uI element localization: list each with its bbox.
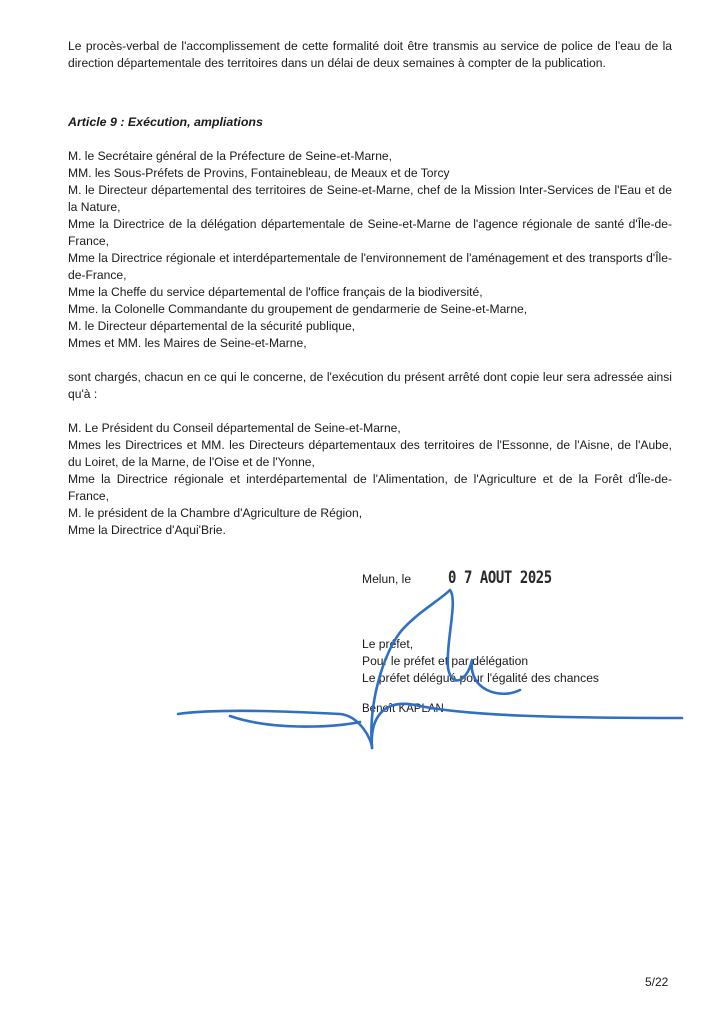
- signatory-name: Benoît KAPLAN: [362, 703, 444, 715]
- list-item: M. le Directeur départemental de la sécurité publique,: [68, 319, 356, 333]
- list-item: M. Le Président du Conseil départemental de Seine-et-Marne,: [68, 421, 401, 435]
- signatory-line: Le préfet,: [362, 637, 414, 651]
- article-heading: Article 9 : Exécution, ampliations: [68, 115, 263, 129]
- signatory-line: Le préfet délégué pour l'égalité des chances: [362, 671, 599, 685]
- signatory-line: Pour le préfet et par délégation: [362, 654, 529, 668]
- date-stamp: 0 7 AOUT 2025: [448, 568, 552, 588]
- page-number: 5/22: [645, 975, 669, 989]
- responsables-list: [68, 148, 672, 352]
- list-item: Mme la Directrice de la délégation départementale de Seine-et-Marne de l'agence régionale de santé d'Île-de-France,: [68, 217, 672, 248]
- destinataires-list: [68, 420, 672, 539]
- list-item: M. le Secrétaire général de la Préfecture de Seine-et-Marne,: [68, 149, 393, 163]
- list-item: MM. les Sous-Préfets de Provins, Fontainebleau, de Meaux et de Torcy: [68, 166, 450, 180]
- charges-paragraph: sont chargés, chacun en ce qui le concerne, de l'exécution du présent arrêté dont copie leur sera adressée ainsi qu'à :: [68, 370, 672, 401]
- intro-paragraph: Le procès-verbal de l'accomplissement de cette formalité doit être transmis au service de police de l'eau de la direction départementale des territoires dans un délai de deux semaines à compter de la publication.: [68, 39, 672, 70]
- signature-under-stroke: [230, 716, 360, 727]
- list-item: Mme la Directrice d'Aqui'Brie.: [68, 523, 226, 537]
- list-item: Mme la Directrice régionale et interdépartemental de l'Alimentation, de l'Agriculture et de la Forêt d'Île-de-France,: [68, 472, 672, 503]
- list-item: Mmes les Directrices et MM. les Directeurs départementaux des territoires de l'Essonne, de l'Aisne, de l'Aube, du Loiret, de la Marne, de l'Oise et de l'Yonne,: [68, 438, 672, 469]
- list-item: Mmes et MM. les Maires de Seine-et-Marne,: [68, 336, 307, 350]
- list-item: M. le Directeur départemental des territoires de Seine-et-Marne, chef de la Mission Inter-Services de l'Eau et de la Nature,: [68, 183, 672, 214]
- signature-place: Melun, le: [362, 572, 412, 586]
- list-item: Mme la Directrice régionale et interdépartementale de l'environnement de l'aménagement et des transports d'Île-de-France,: [68, 251, 672, 282]
- list-item: Mme. la Colonelle Commandante du groupement de gendarmerie de Seine-et-Marne,: [68, 302, 528, 316]
- list-item: M. le président de la Chambre d'Agriculture de Région,: [68, 506, 363, 520]
- list-item: Mme la Cheffe du service départemental de l'office français de la biodiversité,: [68, 285, 483, 299]
- signatory-titles: [362, 636, 599, 687]
